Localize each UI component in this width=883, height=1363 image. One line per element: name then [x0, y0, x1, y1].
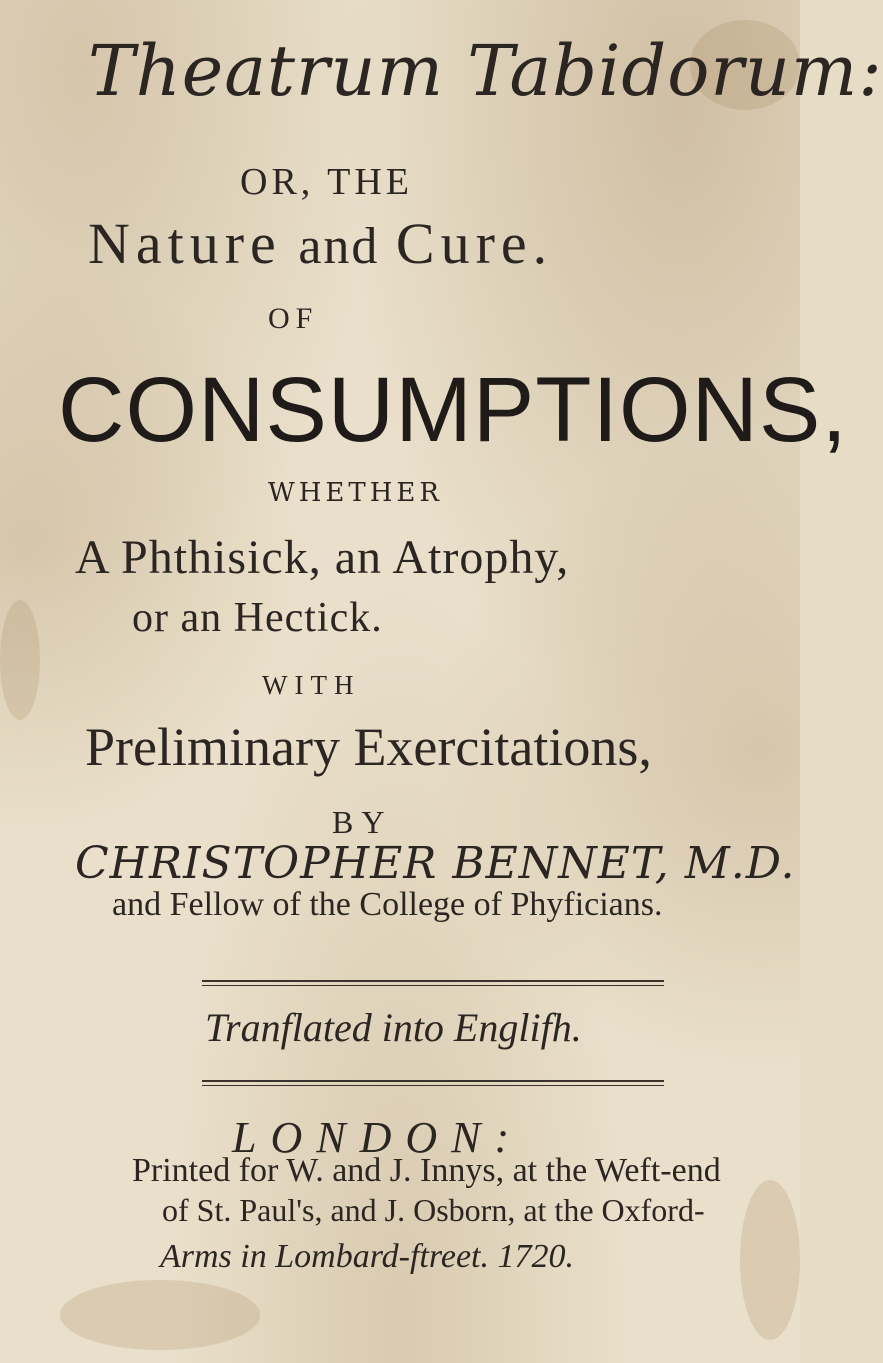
author-name: CHRISTOPHER BENNET, M.D. [75, 838, 796, 889]
hectick-line: or an Hectick. [132, 595, 383, 641]
subtitle-or-the: OR, THE [240, 161, 413, 203]
imprint-line-3: Arms in Lombard-ftreet. 1720. [160, 1238, 574, 1275]
word-nature: Nature [88, 211, 282, 276]
word-with: WITH [262, 670, 361, 700]
imprint-line-1: Printed for W. and J. Innys, at the Weft-end [132, 1152, 721, 1189]
imprint-line-2: of St. Paul's, and J. Osborn, at the Oxford- [162, 1192, 705, 1228]
divider-rule [202, 980, 664, 982]
preliminary-exercitations: Preliminary Exercitations, [85, 717, 652, 777]
word-whether: WHETHER [268, 478, 443, 508]
nature-and-cure [88, 210, 553, 277]
author-fellowship: and Fellow of the College of Phyficians. [112, 886, 663, 923]
imprint-city: LONDON: [232, 1113, 524, 1162]
word-by: BY [332, 804, 393, 840]
paper-stain [740, 1180, 800, 1340]
word-cure: Cure. [395, 211, 554, 276]
consumptions-heading: CONSUMPTIONS, [58, 359, 848, 461]
paper-stain [60, 1280, 260, 1350]
word-of: OF [268, 302, 319, 335]
main-title: Theatrum Tabidorum: [88, 30, 883, 112]
paper-stain [0, 600, 40, 720]
phthisick-atrophy-line: A Phthisick, an Atrophy, [75, 531, 570, 584]
divider-rule [202, 985, 664, 986]
word-and: and [298, 218, 380, 275]
divider-rule [202, 1080, 664, 1082]
translation-note: Tranflated into Englifh. [205, 1005, 582, 1050]
divider-rule [202, 1085, 664, 1086]
